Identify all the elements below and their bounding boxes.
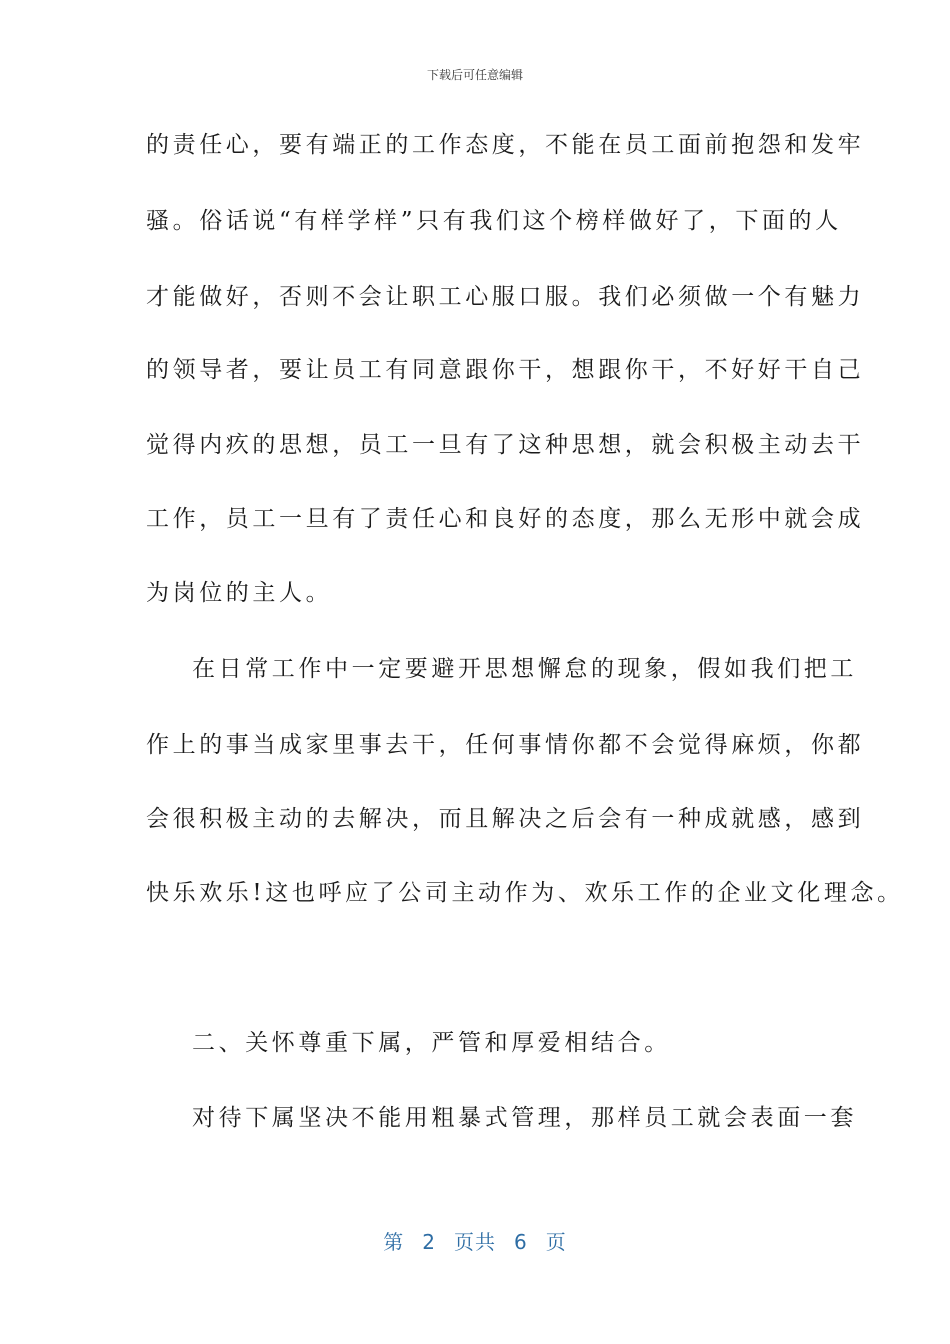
body-line: 为岗位的主人。 xyxy=(146,580,333,606)
page-mid: 页共 xyxy=(454,1230,496,1254)
body-line: 才能做好，否则不会让职工心服口服。我们必须做一个有魅力 xyxy=(146,284,865,310)
page-header: 下载后可任意编辑 xyxy=(426,68,523,82)
body-line: 骚。俗话说“有样学样”只有我们这个榜样做好了，下面的人 xyxy=(146,208,842,234)
page-footer xyxy=(0,1226,950,1255)
page-prefix: 第 xyxy=(383,1230,405,1254)
section-heading: 二、关怀尊重下属，严管和厚爱相结合。 xyxy=(192,1030,671,1056)
body-line: 作上的事当成家里事去干，任何事情你都不会觉得麻烦，你都 xyxy=(146,732,865,758)
body-line: 在日常工作中一定要避开思想懈怠的现象，假如我们把工 xyxy=(192,656,857,682)
body-line: 工作，员工一旦有了责任心和良好的态度，那么无形中就会成 xyxy=(146,506,865,532)
total-pages-number: 6 xyxy=(514,1230,528,1254)
body-line: 对待下属坚决不能用粗暴式管理，那样员工就会表面一套 xyxy=(192,1105,857,1131)
body-line: 的领导者，要让员工有同意跟你干，想跟你干，不好好干自己 xyxy=(146,357,865,383)
body-line: 觉得内疚的思想，员工一旦有了这种思想，就会积极主动去干 xyxy=(146,432,865,458)
body-line: 的责任心，要有端正的工作态度，不能在员工面前抱怨和发牢 xyxy=(146,132,865,158)
page-suffix: 页 xyxy=(545,1230,567,1254)
body-line: 会很积极主动的去解决，而且解决之后会有一种成就感，感到 xyxy=(146,806,865,832)
body-line: 快乐欢乐!这也呼应了公司主动作为、欢乐工作的企业文化理念。 xyxy=(146,880,904,906)
current-page-number: 2 xyxy=(422,1230,436,1254)
